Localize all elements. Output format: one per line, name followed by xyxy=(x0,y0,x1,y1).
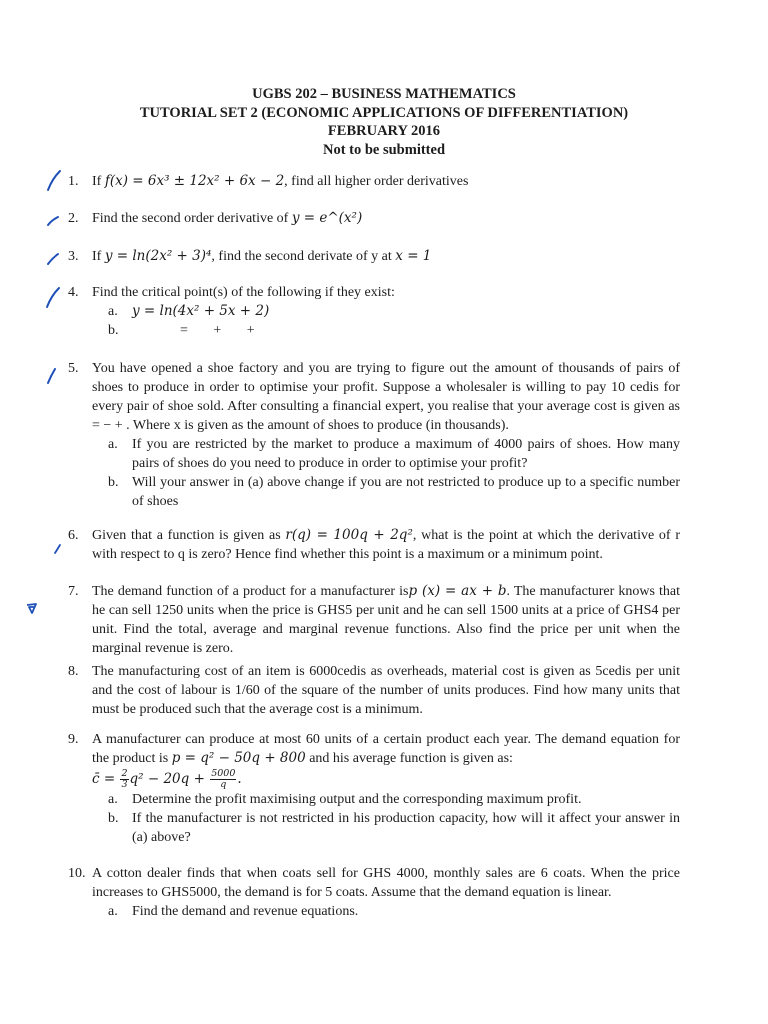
question-6 xyxy=(68,526,680,564)
question-8 xyxy=(68,662,680,719)
math-expression: f(x) = 6x³ ± 12x² + 6x − 2 xyxy=(104,173,285,189)
tick-mark-icon xyxy=(44,366,60,386)
subquestion-a xyxy=(108,790,680,809)
question-1 xyxy=(68,172,680,191)
subquestion-a xyxy=(108,902,680,921)
question-number: 4. xyxy=(68,285,79,300)
subquestion-text: Find the demand and revenue equations. xyxy=(132,904,359,919)
question-number: 1. xyxy=(68,174,79,189)
question-text: Given that a function is given as xyxy=(92,528,286,543)
question-number: 5. xyxy=(68,361,79,376)
question-number: 8. xyxy=(68,664,79,679)
question-text: The manufacturing cost of an item is 6000cedis as overheads, material cost is given as 5cedis per unit and the cost of labour is 1/60 of the square of the number of units produces. Find how many units that must be produced such that the average cost is a minimum. xyxy=(92,664,680,717)
math-expression: = + + xyxy=(180,323,255,338)
question-text: , what is the point at which the derivative of r with respect to q is zero? Hence find whether this point is a maximum or a minimum point. xyxy=(92,528,680,562)
course-title: UGBS 202 – BUSINESS MATHEMATICS xyxy=(252,86,516,102)
question-number: 7. xyxy=(68,584,79,599)
question-text: , find the second derivate of y at xyxy=(211,249,396,264)
question-text: and his average function is given as: xyxy=(305,751,513,766)
date-line: FEBRUARY 2016 xyxy=(327,123,441,139)
math-expression: x = 1 xyxy=(395,248,432,264)
subquestion-label: b. xyxy=(108,323,119,338)
subquestion-label: a. xyxy=(108,304,118,319)
math-expression: r(q) = 100q + 2q² xyxy=(285,527,413,543)
question-number: 6. xyxy=(68,528,79,543)
question-text: . The manufacturer knows that he can sell 1250 units when the price is GHS5 per unit and he can sell 1500 units at a price of GHS4 per unit. Find the total, average and marginal revenue functions. Also find the price per unit when the marginal revenue is zero. xyxy=(92,584,680,656)
question-text: If xyxy=(92,174,105,189)
equation-middle: q² − 20q + xyxy=(129,771,210,787)
submission-note: Not to be submitted xyxy=(322,141,446,158)
scribble-mark-icon xyxy=(25,601,39,615)
equation-end: . xyxy=(237,771,242,787)
fraction-denominator: 3 xyxy=(121,779,128,790)
subquestion-b xyxy=(108,809,680,847)
fraction-two-thirds xyxy=(120,769,128,790)
question-text: , find all higher order derivatives xyxy=(284,174,469,189)
subquestion-label: b. xyxy=(108,475,119,490)
average-cost-equation xyxy=(92,769,680,790)
question-7 xyxy=(68,582,680,658)
subquestion-label: a. xyxy=(108,792,118,807)
question-5 xyxy=(68,359,680,511)
fraction-numerator: 2 xyxy=(121,768,128,779)
subquestion-a xyxy=(108,435,680,473)
question-number: 2. xyxy=(68,211,79,226)
math-expression: p = q² − 50q + 800 xyxy=(171,750,306,766)
subquestion-label: b. xyxy=(108,811,119,826)
question-4 xyxy=(68,283,680,340)
question-text: A cotton dealer finds that when coats sell for GHS 4000, monthly sales are 6 coats. When the price increases to GHS5000, the demand is for 5 coats. Assume that the demand equation is linear. xyxy=(92,866,680,900)
fraction-numerator: 5000 xyxy=(211,768,236,779)
subquestion-text: Determine the profit maximising output and the corresponding maximum profit. xyxy=(132,792,582,807)
question-10 xyxy=(68,864,680,921)
tutorial-title: TUTORIAL SET 2 (ECONOMIC APPLICATIONS OF DIFFERENTIATION) xyxy=(139,104,629,121)
tick-mark-icon xyxy=(45,250,61,268)
subquestion-text: If the manufacturer is not restricted in his production capacity, how will it affect your answer in (a) above? xyxy=(132,811,680,845)
question-3 xyxy=(68,247,680,266)
subquestion-label: a. xyxy=(108,437,118,452)
question-number: 10. xyxy=(68,866,86,881)
subquestion-text: If you are restricted by the market to produce a maximum of 4000 pairs of shoes. How many pairs of shoes do you need to produce in order to optimise your profit? xyxy=(132,437,680,471)
question-text: A manufacturer can produce at most 60 units of a certain product each year. The demand equation for the product is xyxy=(92,732,680,766)
fraction-denominator: q xyxy=(220,779,227,790)
question-text: Find the critical point(s) of the following if they exist: xyxy=(92,285,395,300)
fraction-5000-over-q xyxy=(210,769,236,790)
tick-mark-icon xyxy=(44,168,64,194)
document-header xyxy=(0,85,768,159)
math-expression: p (x) = ax + b xyxy=(408,583,507,599)
question-number: 3. xyxy=(68,249,79,264)
question-2 xyxy=(68,209,680,228)
tick-mark-icon xyxy=(43,285,63,311)
question-text: Find the second order derivative of xyxy=(92,211,292,226)
subquestion-text: Will your answer in (a) above change if you are not restricted to produce up to a specific number of shoes xyxy=(132,475,680,509)
question-number: 9. xyxy=(68,732,79,747)
question-text: If xyxy=(92,249,105,264)
question-text: You have opened a shoe factory and you are trying to figure out the amount of thousands of pairs of shoes to produce in order to optimise your profit. Suppose a wholesaler is willing to pay 10 cedis for every pair of shoe sold. After consulting a financial expert, you realise that your average cost is given as = − + . Where x is given as the amount of shoes to produce (in thousands). xyxy=(92,361,680,433)
subquestion-label: a. xyxy=(108,904,118,919)
question-9 xyxy=(68,730,680,847)
subquestion-b xyxy=(108,321,680,340)
tick-mark-icon xyxy=(52,542,64,556)
tick-mark-icon xyxy=(45,213,61,229)
equation-lhs: c̄ = xyxy=(92,771,120,787)
math-expression: y = e^(x²) xyxy=(291,210,363,226)
question-text: The demand function of a product for a manufacturer is xyxy=(92,584,409,599)
subquestion-b xyxy=(108,473,680,511)
subquestion-a xyxy=(108,302,680,321)
math-expression: y = ln(4x² + 5x + 2) xyxy=(132,303,270,319)
math-expression: y = ln(2x² + 3)⁴ xyxy=(104,248,212,264)
